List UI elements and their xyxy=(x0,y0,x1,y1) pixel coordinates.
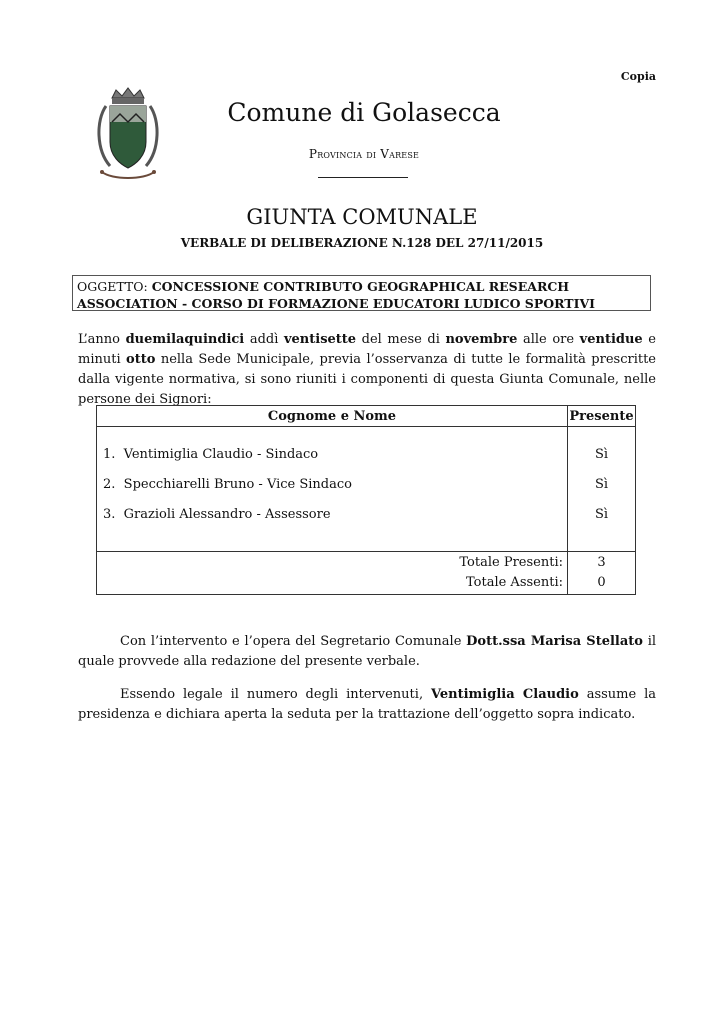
subject-box xyxy=(72,275,651,311)
quorum-text: Essendo legale il numero degli intervenuti, xyxy=(120,687,431,702)
member-name: 3. Grazioli Alessandro - Assessore xyxy=(103,507,331,522)
totals-row xyxy=(97,552,636,595)
secretary-text: il quale provvede alla redazione del presente verbale. xyxy=(78,634,657,669)
total-absent-label: Totale Assenti: xyxy=(465,575,563,590)
intro-text: nella Sede Municipale, previa l’osservanza di tutte le formalità prescritte dalla vigente normativa, si sono riuniti i componenti di questa Giunta Comunale, nelle persone dei Signori: xyxy=(78,352,656,407)
intro-text: e minuti xyxy=(78,332,657,367)
total-absent-value: 0 xyxy=(597,575,606,590)
subject-text: CONCESSIONE CONTRIBUTO GEOGRAPHICAL RESEARCH ASSOCIATION - CORSO DI FORMAZIONE EDUCATORI LUDICO SPORTIVI xyxy=(77,279,595,311)
intro-paragraph xyxy=(78,330,656,410)
member-present: Sì xyxy=(594,507,609,522)
province-name: Provincia di Varese xyxy=(308,147,420,161)
intro-hour: ventidue xyxy=(579,332,643,347)
subject-label: OGGETTO: xyxy=(77,279,148,294)
intro-text: del mese di xyxy=(356,332,446,347)
municipality-title: Comune di Golasecca xyxy=(227,98,501,127)
council-title: GIUNTA COMUNALE xyxy=(246,205,478,229)
member-present: Sì xyxy=(594,477,609,492)
totals-values xyxy=(568,552,636,595)
intro-month: novembre xyxy=(445,332,518,347)
member-names xyxy=(97,427,568,552)
minutes-title: VERBALE DI DELIBERAZIONE N.128 DEL 27/11/2015 xyxy=(180,236,544,250)
member-presence xyxy=(568,427,636,552)
totals-labels xyxy=(97,552,568,595)
municipal-crest-icon xyxy=(92,86,164,184)
intro-minutes: otto xyxy=(126,352,156,367)
intro-text: addì xyxy=(244,332,284,347)
secretary-text: Con l’intervento e l’opera del Segretario Comunale xyxy=(120,634,467,649)
copy-label: Copia xyxy=(620,70,656,83)
col-present-header: Presente xyxy=(568,406,636,427)
header-divider xyxy=(318,177,408,178)
total-present-label: Totale Presenti: xyxy=(459,555,563,570)
quorum-paragraph xyxy=(78,685,656,725)
total-present-value: 3 xyxy=(597,555,606,570)
member-name: 2. Specchiarelli Bruno - Vice Sindaco xyxy=(103,477,352,492)
intro-text: alle ore xyxy=(517,332,580,347)
intro-text: L’anno xyxy=(78,332,126,347)
intro-day: ventisette xyxy=(283,332,357,347)
member-name: 1. Ventimiglia Claudio - Sindaco xyxy=(103,447,319,462)
secretary-name: Dott.ssa Marisa Stellato xyxy=(466,634,643,649)
attendance-table xyxy=(96,405,636,595)
col-name-header: Cognome e Nome xyxy=(97,406,568,427)
attendance-body xyxy=(97,427,636,552)
president-name: Ventimiglia Claudio xyxy=(430,687,579,702)
member-present: Sì xyxy=(594,447,609,462)
quorum-text: assume la presidenza e dichiara aperta la seduta per la trattazione dell’oggetto sopra indicato. xyxy=(78,687,656,722)
intro-year: duemilaquindici xyxy=(125,332,245,347)
secretary-paragraph xyxy=(78,632,656,672)
attendance-header-row xyxy=(97,406,636,427)
